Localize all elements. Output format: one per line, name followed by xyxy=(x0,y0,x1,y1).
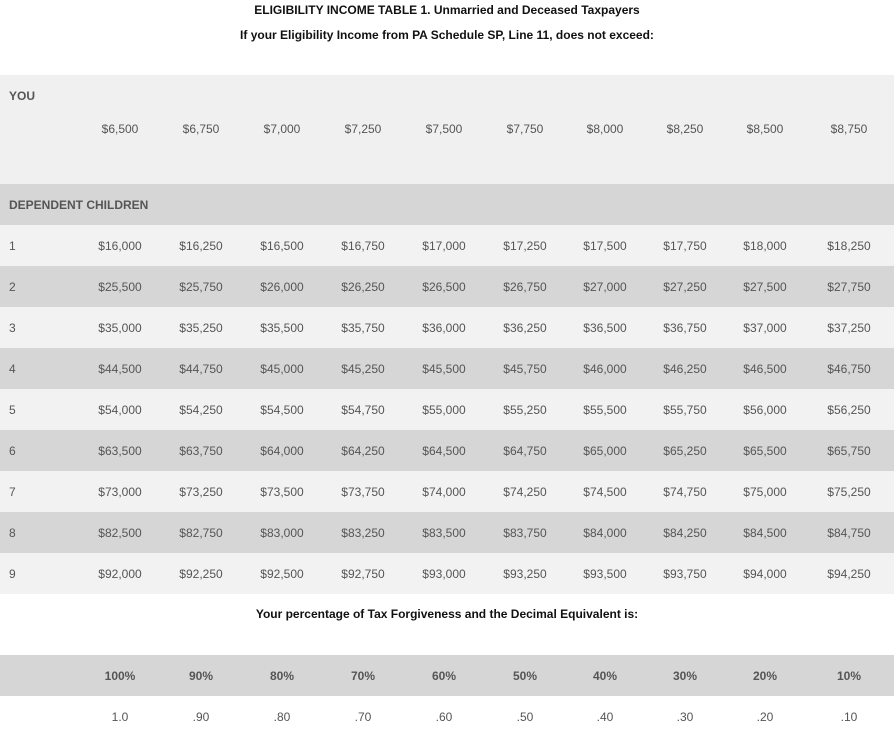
table-cell: $46,000 xyxy=(583,362,627,376)
table-cell: $84,500 xyxy=(743,526,787,540)
table-cell: $82,500 xyxy=(98,526,142,540)
table-cell: $17,250 xyxy=(503,239,547,253)
table-cell: $27,000 xyxy=(583,280,627,294)
decimal-value: .50 xyxy=(516,710,534,724)
dependent-children-header xyxy=(0,184,894,225)
table-cell: $65,500 xyxy=(743,444,787,458)
table-cell: $54,250 xyxy=(179,403,223,417)
table-cell: $65,750 xyxy=(827,444,871,458)
table-cell: $73,500 xyxy=(260,485,304,499)
table-cell: $45,000 xyxy=(260,362,304,376)
percent-value: 60% xyxy=(431,669,457,683)
table-cell: $27,500 xyxy=(743,280,787,294)
table-cell: $55,000 xyxy=(422,403,466,417)
decimal-value: .20 xyxy=(756,710,774,724)
table-cell: $44,750 xyxy=(179,362,223,376)
dependent-children-label: DEPENDENT CHILDREN xyxy=(9,198,149,212)
table-cell: $83,250 xyxy=(341,526,385,540)
you-value: $8,750 xyxy=(830,122,868,136)
decimal-value: .40 xyxy=(596,710,614,724)
table-cell: $35,750 xyxy=(341,321,385,335)
decimal-value: .60 xyxy=(435,710,453,724)
table-cell: $63,750 xyxy=(179,444,223,458)
table-cell: $46,250 xyxy=(663,362,707,376)
table-cell: $45,750 xyxy=(503,362,547,376)
table-cell: $93,250 xyxy=(503,567,547,581)
percent-value: 70% xyxy=(350,669,376,683)
table-cell: $25,500 xyxy=(98,280,142,294)
table-cell: $93,000 xyxy=(422,567,466,581)
table-cell: $26,750 xyxy=(503,280,547,294)
table-cell: $54,000 xyxy=(98,403,142,417)
table-cell: $83,500 xyxy=(422,526,466,540)
table-cell: $64,000 xyxy=(260,444,304,458)
table-cell: $73,750 xyxy=(341,485,385,499)
table-cell: $26,500 xyxy=(422,280,466,294)
you-section xyxy=(0,75,894,184)
table-cell: $16,250 xyxy=(179,239,223,253)
table-cell: $35,250 xyxy=(179,321,223,335)
table-cell: $16,500 xyxy=(260,239,304,253)
table-cell: $64,250 xyxy=(341,444,385,458)
table-cell: $74,500 xyxy=(583,485,627,499)
you-value: $8,250 xyxy=(666,122,704,136)
table-cell: $16,000 xyxy=(98,239,142,253)
table-cell: $92,250 xyxy=(179,567,223,581)
table-row xyxy=(0,389,894,430)
row-number: 9 xyxy=(9,567,16,581)
table-cell: $73,250 xyxy=(179,485,223,499)
table-cell: $75,000 xyxy=(743,485,787,499)
you-value: $8,000 xyxy=(586,122,624,136)
table-cell: $84,750 xyxy=(827,526,871,540)
you-value: $7,500 xyxy=(425,122,463,136)
table-cell: $56,250 xyxy=(827,403,871,417)
percent-row xyxy=(0,655,894,696)
table-cell: $37,000 xyxy=(743,321,787,335)
row-number: 1 xyxy=(9,239,16,253)
table-row xyxy=(0,266,894,307)
table-cell: $74,750 xyxy=(663,485,707,499)
table-cell: $26,250 xyxy=(341,280,385,294)
table-cell: $74,250 xyxy=(503,485,547,499)
decimal-value: .90 xyxy=(192,710,210,724)
table-cell: $54,750 xyxy=(341,403,385,417)
table-cell: $18,000 xyxy=(743,239,787,253)
table-cell: $92,500 xyxy=(260,567,304,581)
table-cell: $36,750 xyxy=(663,321,707,335)
table-cell: $36,250 xyxy=(503,321,547,335)
table-cell: $93,750 xyxy=(663,567,707,581)
row-number: 3 xyxy=(9,321,16,335)
table-cell: $93,500 xyxy=(583,567,627,581)
percent-value: 40% xyxy=(592,669,618,683)
table-cell: $55,750 xyxy=(663,403,707,417)
table-cell: $45,500 xyxy=(422,362,466,376)
row-number: 8 xyxy=(9,526,16,540)
table-cell: $56,000 xyxy=(743,403,787,417)
you-label: YOU xyxy=(9,89,36,103)
percent-value: 30% xyxy=(672,669,698,683)
percent-value: 50% xyxy=(512,669,538,683)
table-cell: $55,500 xyxy=(583,403,627,417)
row-number: 5 xyxy=(9,403,16,417)
table-cell: $35,500 xyxy=(260,321,304,335)
table-cell: $16,750 xyxy=(341,239,385,253)
table-subtitle: If your Eligibility Income from PA Schedule SP, Line 11, does not exceed: xyxy=(240,28,654,42)
table-cell: $25,750 xyxy=(179,280,223,294)
decimal-value: .70 xyxy=(354,710,372,724)
table-cell: $64,750 xyxy=(503,444,547,458)
decimal-value: 1.0 xyxy=(111,710,129,724)
table-cell: $83,750 xyxy=(503,526,547,540)
table-cell: $18,250 xyxy=(827,239,871,253)
table-cell: $92,000 xyxy=(98,567,142,581)
table-cell: $45,250 xyxy=(341,362,385,376)
table-cell: $82,750 xyxy=(179,526,223,540)
row-number: 7 xyxy=(9,485,16,499)
percent-value: 20% xyxy=(752,669,778,683)
table-cell: $27,250 xyxy=(663,280,707,294)
you-value: $7,750 xyxy=(506,122,544,136)
table-cell: $64,500 xyxy=(422,444,466,458)
table-cell: $17,000 xyxy=(422,239,466,253)
table-cell: $27,750 xyxy=(827,280,871,294)
table-cell: $35,000 xyxy=(98,321,142,335)
table-row xyxy=(0,348,894,389)
table-row xyxy=(0,307,894,348)
table-cell: $63,500 xyxy=(98,444,142,458)
decimal-value: .30 xyxy=(676,710,694,724)
table-cell: $36,000 xyxy=(422,321,466,335)
percent-value: 10% xyxy=(836,669,862,683)
table-cell: $36,500 xyxy=(583,321,627,335)
table-row xyxy=(0,430,894,471)
row-number: 2 xyxy=(9,280,16,294)
table-row xyxy=(0,512,894,553)
you-value: $6,500 xyxy=(101,122,139,136)
table-cell: $55,250 xyxy=(503,403,547,417)
decimal-value: .80 xyxy=(273,710,291,724)
table-cell: $37,250 xyxy=(827,321,871,335)
table-title: ELIGIBILITY INCOME TABLE 1. Unmarried and Deceased Taxpayers xyxy=(254,3,640,17)
table-cell: $84,000 xyxy=(583,526,627,540)
table-cell: $94,000 xyxy=(743,567,787,581)
table-cell: $83,000 xyxy=(260,526,304,540)
table-cell: $65,250 xyxy=(663,444,707,458)
table-cell: $75,250 xyxy=(827,485,871,499)
you-value: $7,250 xyxy=(344,122,382,136)
percent-value: 90% xyxy=(188,669,214,683)
percent-value: 100% xyxy=(104,669,136,683)
table-row xyxy=(0,225,894,266)
table-cell: $26,000 xyxy=(260,280,304,294)
row-number: 4 xyxy=(9,362,16,376)
table-cell: $73,000 xyxy=(98,485,142,499)
table-cell: $92,750 xyxy=(341,567,385,581)
table-cell: $46,500 xyxy=(743,362,787,376)
decimal-row xyxy=(0,696,894,733)
table-row xyxy=(0,553,894,594)
decimal-value: .10 xyxy=(840,710,858,724)
table-cell: $65,000 xyxy=(583,444,627,458)
table-cell: $54,500 xyxy=(260,403,304,417)
row-number: 6 xyxy=(9,444,16,458)
table-cell: $17,750 xyxy=(663,239,707,253)
percent-value: 80% xyxy=(269,669,295,683)
table-cell: $17,500 xyxy=(583,239,627,253)
you-value: $6,750 xyxy=(182,122,220,136)
table-cell: $84,250 xyxy=(663,526,707,540)
you-value: $8,500 xyxy=(746,122,784,136)
you-value: $7,000 xyxy=(263,122,301,136)
table-cell: $44,500 xyxy=(98,362,142,376)
forgiveness-title: Your percentage of Tax Forgiveness and the Decimal Equivalent is: xyxy=(255,607,639,621)
table-cell: $94,250 xyxy=(827,567,871,581)
table-cell: $74,000 xyxy=(422,485,466,499)
table-row xyxy=(0,471,894,512)
table-cell: $46,750 xyxy=(827,362,871,376)
